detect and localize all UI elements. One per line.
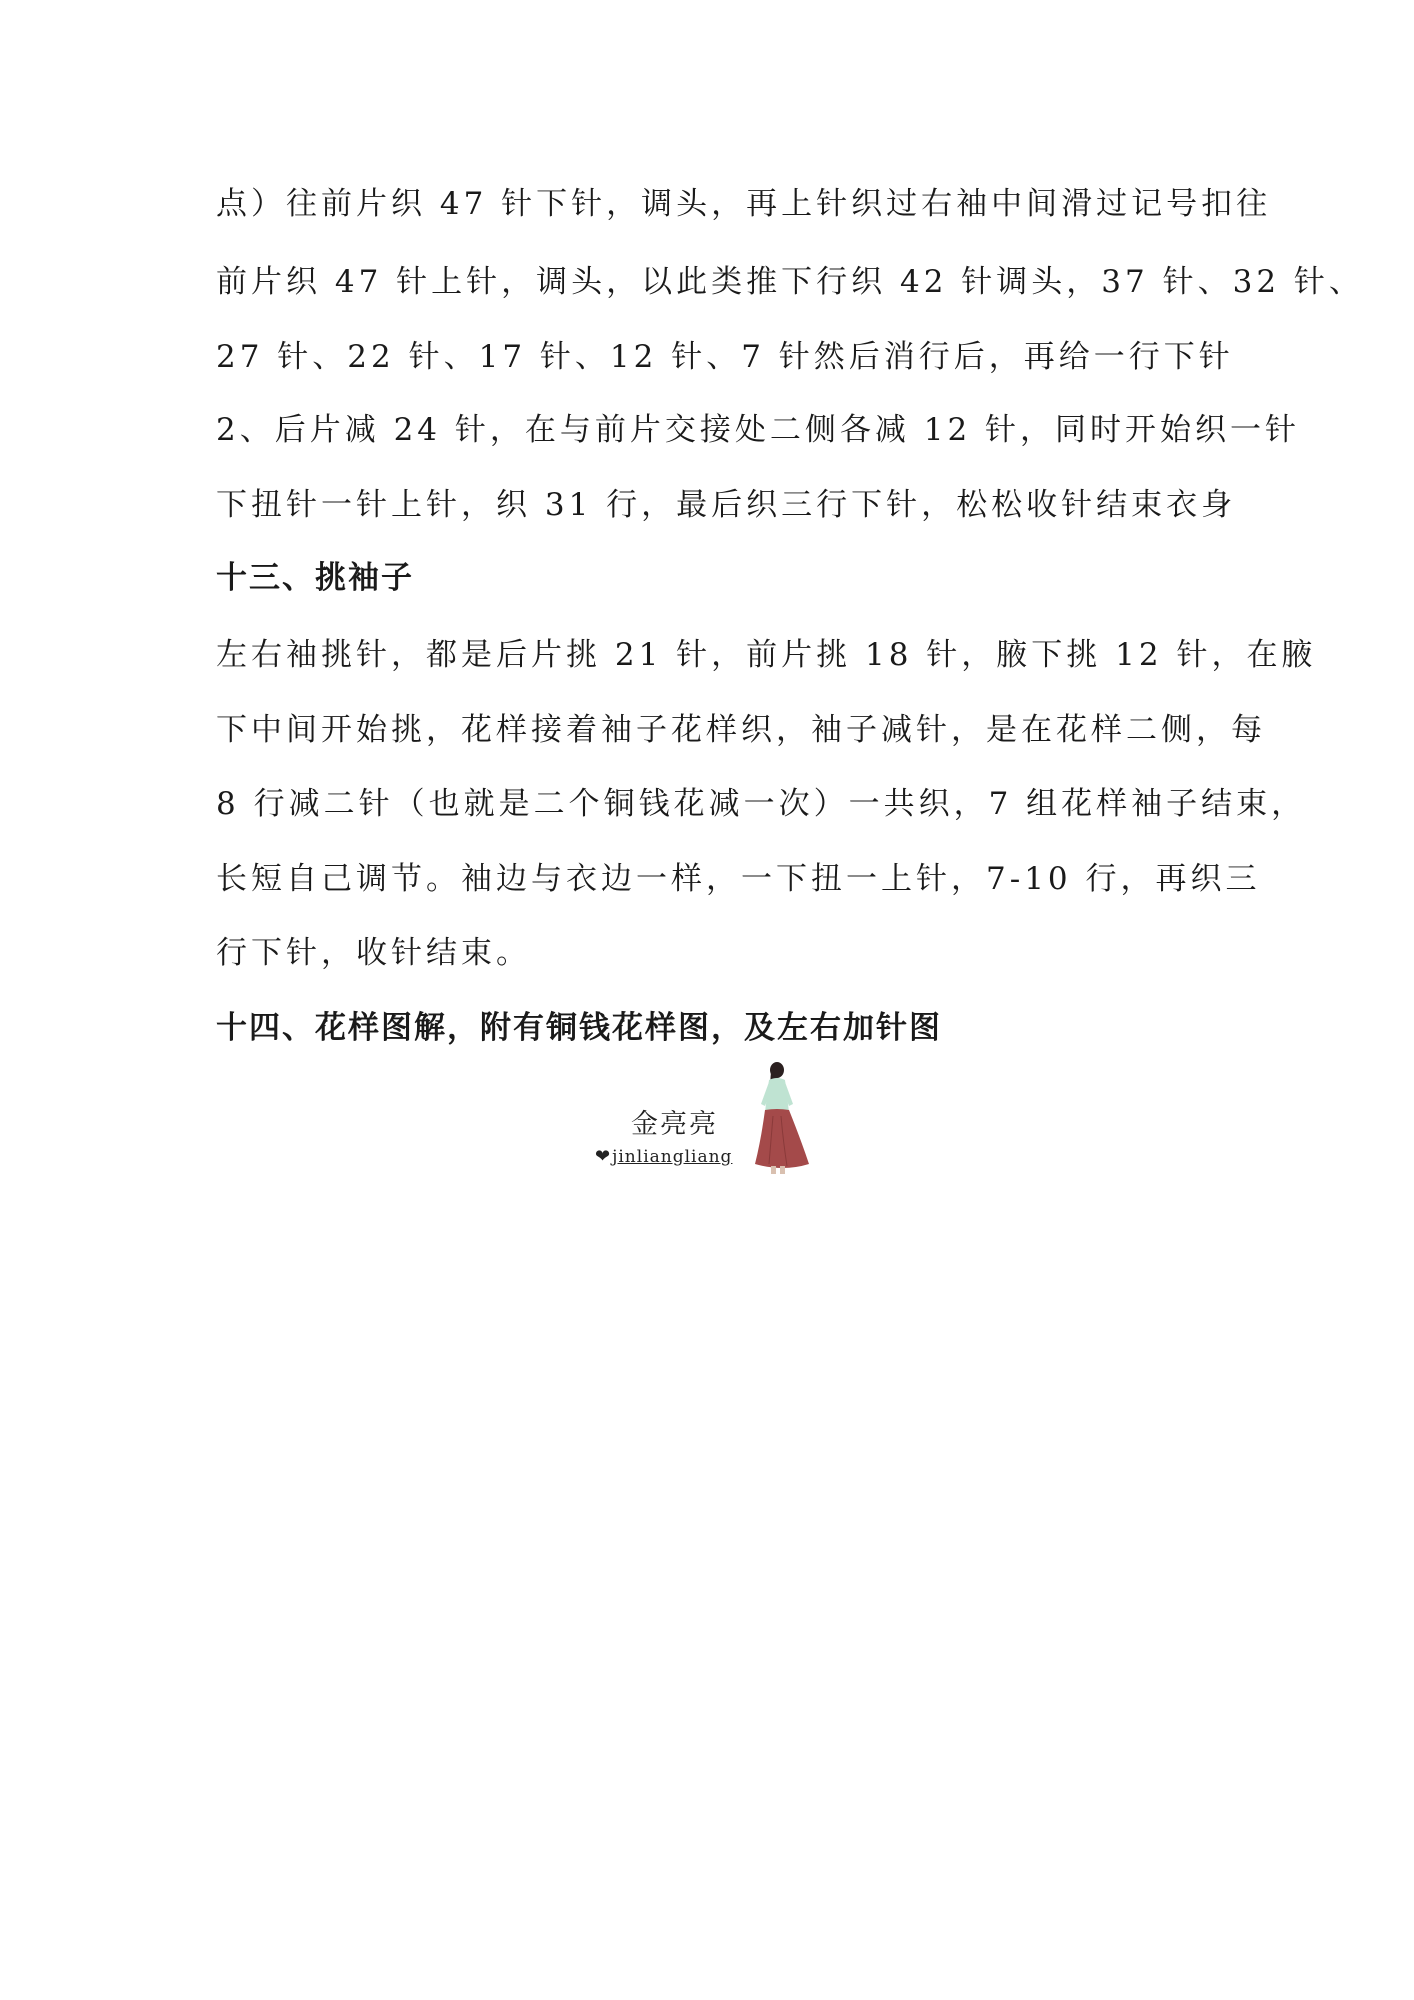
paragraph-line: 8 行减二针（也就是二个铜钱花减一次）一共织，7 组花样袖子结束，	[216, 786, 1307, 822]
paragraph-line: 前片织 47 针上针，调头，以此类推下行织 42 针调头，37 针、32 针、	[216, 264, 1364, 300]
paragraph-line: 2、后片减 24 针，在与前片交接处二侧各减 12 针，同时开始织一针	[216, 412, 1301, 448]
paragraph-line: 左右袖挑针，都是后片挑 21 针，前片挑 18 针，腋下挑 12 针，在腋	[216, 637, 1317, 673]
paragraph-line: 行下针，收针结束。	[216, 935, 531, 971]
paragraph-line: 下中间开始挑，花样接着袖子花样织，袖子减针，是在花样二侧，每	[216, 712, 1266, 748]
signature-stamp	[595, 1060, 825, 1180]
signature-handle-text: jinliangliang	[612, 1147, 733, 1167]
section-heading-14: 十四、花样图解，附有铜钱花样图，及左右加针图	[216, 1010, 942, 1046]
paragraph-line: 下扭针一针上针，织 31 行，最后织三行下针，松松收针结束衣身	[216, 487, 1237, 523]
paragraph-line: 长短自己调节。袖边与衣边一样，一下扭一上针，7-10 行，再织三	[216, 861, 1261, 897]
heart-icon: ❤	[595, 1146, 611, 1167]
paragraph-line: 点）往前片织 47 针下针，调头，再上针织过右袖中间滑过记号扣往	[216, 186, 1272, 222]
girl-figure-icon	[747, 1060, 817, 1178]
section-heading-13: 十三、挑袖子	[216, 560, 414, 596]
signature-handle	[595, 1146, 732, 1167]
paragraph-line: 27 针、22 针、17 针、12 针、7 针然后消行后，再给一行下针	[216, 339, 1234, 375]
signature-name: 金亮亮	[631, 1109, 718, 1140]
